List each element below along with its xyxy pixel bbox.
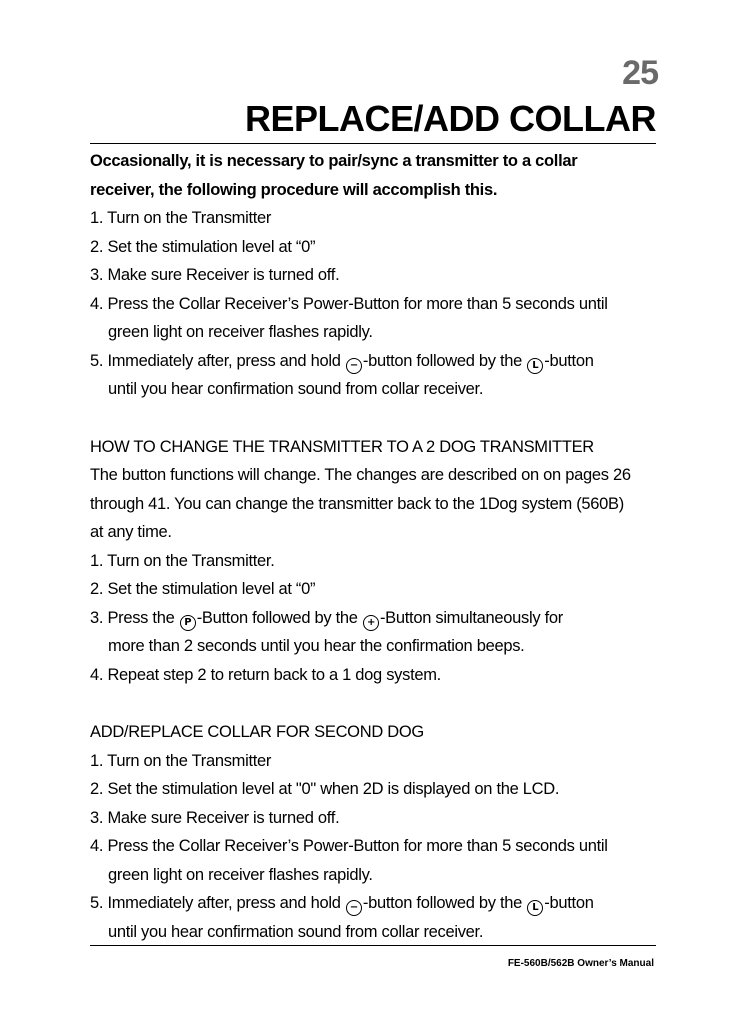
intro-line: Occasionally, it is necessary to pair/sync a transmitter to a collar (90, 152, 578, 170)
step-fragment: -button (544, 351, 594, 370)
step-text: 2. Set the stimulation level at “0” (90, 580, 316, 598)
step-text: 3. Make sure Receiver is turned off. (90, 266, 340, 284)
light-button-icon: L (527, 900, 543, 916)
step-text: 1. Turn on the Transmitter. (90, 551, 275, 570)
step-text: more than 2 seconds until you hear the confirmation beeps. (108, 637, 525, 655)
step-text: 4. Press the Collar Receiver’s Power-Button for more than 5 seconds until (90, 294, 608, 313)
light-button-icon: L (527, 358, 543, 374)
step-text (90, 604, 690, 633)
step-fragment: -button followed by the (362, 351, 527, 370)
step-text: 4. Press the Collar Receiver’s Power-Button for more than 5 seconds until (90, 837, 608, 855)
step-text: green light on receiver flashes rapidly. (108, 865, 373, 884)
step-fragment: 5. Immediately after, press and hold (90, 894, 345, 912)
footer-text: FE-560B/562B Owner’s Manual (507, 958, 654, 969)
step-fragment: -Button followed by the (196, 608, 362, 627)
section-heading: HOW TO CHANGE THE TRANSMITTER TO A 2 DOG TRANSMITTER (90, 437, 594, 456)
step-fragment: -button (544, 894, 594, 912)
page-title: REPLACE/ADD COLLAR (245, 98, 656, 139)
paragraph-line: at any time. (90, 523, 172, 541)
top-divider (90, 143, 656, 144)
step-text: until you hear confirmation sound from collar receiver. (108, 922, 484, 941)
step-text: until you hear confirmation sound from collar receiver. (108, 380, 484, 398)
step-text: green light on receiver flashes rapidly. (108, 323, 373, 341)
paragraph-line: through 41. You can change the transmitter back to the 1Dog system (560B) (90, 494, 624, 513)
step-text: 1. Turn on the Transmitter (90, 751, 272, 770)
step-fragment: 3. Press the (90, 608, 179, 627)
step-text: 2. Set the stimulation level at "0" when 2D is displayed on the LCD. (90, 780, 560, 798)
plus-button-icon: + (363, 615, 379, 631)
intro-line: receiver, the following procedure will accomplish this. (90, 180, 498, 199)
section-heading: ADD/REPLACE COLLAR FOR SECOND DOG (90, 723, 424, 741)
step-fragment: -Button simultaneously for (379, 608, 563, 627)
page-number: 25 (622, 54, 658, 92)
p-button-icon: P (180, 615, 196, 631)
step-text: 2. Set the stimulation level at “0” (90, 237, 316, 256)
step-text: 1. Turn on the Transmitter (90, 209, 272, 227)
step-text: 3. Make sure Receiver is turned off. (90, 808, 340, 827)
minus-button-icon: − (346, 900, 362, 916)
minus-button-icon: − (346, 358, 362, 374)
step-fragment: 5. Immediately after, press and hold (90, 351, 345, 370)
main-content (90, 147, 690, 946)
step-text: 4. Repeat step 2 to return back to a 1 dog system. (90, 665, 441, 684)
paragraph-line: The button functions will change. The changes are described on on pages 26 (90, 466, 631, 484)
step-text (90, 889, 690, 918)
step-fragment: -button followed by the (362, 894, 527, 912)
bottom-divider (90, 945, 656, 946)
step-text (90, 347, 690, 376)
